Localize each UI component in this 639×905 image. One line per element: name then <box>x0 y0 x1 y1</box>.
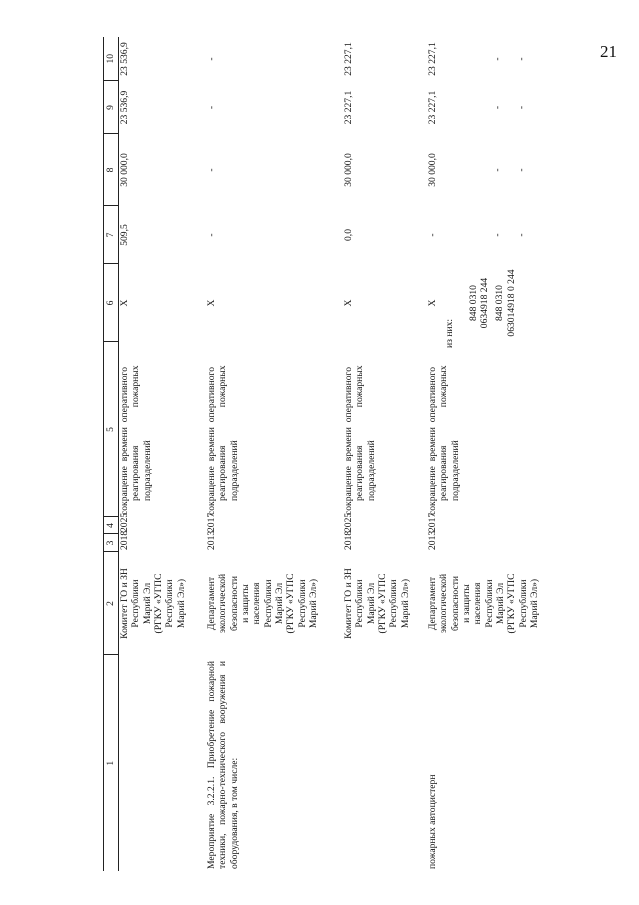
value-cell: 0,0 <box>343 229 354 241</box>
executor-line: и защиты <box>460 584 472 623</box>
value-cell: - <box>206 57 217 61</box>
code-cell <box>425 264 547 348</box>
value: 23 227,1 <box>427 42 438 76</box>
result-cell <box>425 342 547 517</box>
table-row <box>425 37 547 871</box>
executor-line: экологической <box>217 573 229 634</box>
executor-line: Республики <box>296 579 308 628</box>
executor-line: (РГКУ «УГПС <box>152 573 164 634</box>
code-value: Х <box>427 299 438 307</box>
result-line: реагирования пожарных <box>130 365 142 501</box>
result-line: реагирования пожарных <box>354 365 366 501</box>
executor-line: Республики <box>388 579 400 628</box>
measure-cell <box>119 655 205 871</box>
column-header: 1 <box>104 655 119 871</box>
budget-code-line: 0634918 244 <box>478 277 490 329</box>
value-cell: - <box>206 233 217 237</box>
executor-line: безопасности <box>228 575 240 632</box>
page-number: 21 <box>600 42 617 61</box>
executor-line: Марий Эл») <box>175 578 187 629</box>
result-line: сокращение времени оперативного <box>427 367 438 515</box>
result-line: подразделений <box>365 440 377 501</box>
executor-line: Марий Эл <box>494 582 506 625</box>
executor-cell <box>425 552 547 655</box>
end-year-cell: 2017 <box>206 512 217 532</box>
start-year-cell: 2013 <box>206 530 217 550</box>
table-row <box>204 37 341 871</box>
column-header: 10 <box>104 37 119 81</box>
value: - <box>515 168 527 172</box>
column-header: 5 <box>104 342 119 517</box>
executor-line: (РГКУ «УГПС <box>506 573 518 634</box>
value-cell: 23 536,9 <box>119 42 130 76</box>
value: - <box>492 168 504 172</box>
budget-code <box>468 266 491 340</box>
value-cell: 23 536,9 <box>119 90 130 125</box>
executor-line: Марий Эл <box>141 582 153 625</box>
value-cell <box>425 81 547 134</box>
end-year-cell: 2025 <box>343 512 354 532</box>
value-cell <box>425 134 547 206</box>
executor-line: Республики <box>262 579 274 628</box>
column-header: 6 <box>104 264 119 342</box>
executor-line: и защиты <box>239 584 251 623</box>
value-cell: - <box>206 105 217 110</box>
executor-line: (РГКУ «УГПС <box>285 573 297 634</box>
column-number-row <box>104 37 119 871</box>
column-header: 2 <box>104 552 119 655</box>
code-cell: Х <box>206 299 217 307</box>
start-year-cell: 2018 <box>343 530 354 550</box>
value: - <box>427 233 438 237</box>
value: 30 000,0 <box>427 153 438 187</box>
result-line: сокращение времени оперативного <box>343 367 354 515</box>
start-year-cell: 2013 <box>427 530 438 550</box>
executor-line: населения <box>251 582 263 625</box>
value: - <box>492 105 504 110</box>
value-cell <box>425 206 547 264</box>
executor-line: Комитет ГО и ЗН <box>343 568 354 639</box>
code-cell: Х <box>119 299 130 307</box>
end-year-cell: 2017 <box>427 512 438 532</box>
value: 23 227,1 <box>427 90 438 125</box>
executor-cell <box>341 552 425 655</box>
value-cell: 30 000,0 <box>119 153 130 187</box>
value: - <box>492 233 504 237</box>
table-row <box>341 37 425 871</box>
measure-cell <box>341 655 425 871</box>
executor-line: Комитет ГО и ЗН <box>119 568 130 639</box>
executor-line: Департамент <box>427 576 438 631</box>
executor-line: (РГКУ «УГПС <box>376 573 388 634</box>
result-cell <box>341 342 425 517</box>
executor-line: Департамент <box>206 576 217 631</box>
executor-line: безопасности <box>449 575 461 632</box>
value-cell: - <box>206 168 217 172</box>
budget-code-line: 848 0310 <box>494 285 506 321</box>
result-line: реагирования пожарных <box>438 365 450 501</box>
budget-code-line: 848 0310 <box>467 285 479 321</box>
value-cell: 23 227,1 <box>343 90 354 125</box>
result-cell <box>204 342 341 517</box>
end-year-cell: 2025 <box>119 512 130 532</box>
result-line: сокращение времени оперативного <box>206 367 217 515</box>
result-cell <box>119 342 205 517</box>
column-header: 4 <box>104 517 119 534</box>
start-year-cell: 2018 <box>119 530 130 550</box>
result-line: подразделений <box>449 440 461 501</box>
result-line: подразделений <box>141 440 153 501</box>
budget-code-line: 063014918 0 244 <box>505 269 517 337</box>
value: - <box>515 233 527 237</box>
value: - <box>492 57 504 61</box>
executor-line: Марий Эл») <box>307 578 319 629</box>
value-cell <box>425 37 547 81</box>
result-line: сокращение времени оперативного <box>119 367 130 515</box>
executor-line: Марий Эл») <box>399 578 411 629</box>
executor-cell <box>204 552 341 655</box>
program-table <box>103 37 547 871</box>
executor-line: Республики <box>517 579 529 628</box>
value: - <box>515 105 527 110</box>
executor-line: экологической <box>438 573 450 634</box>
column-header: 9 <box>104 81 119 134</box>
measure-cell: пожарных автоцистерн <box>427 774 438 869</box>
table-row <box>119 37 205 871</box>
executor-line: населения <box>472 582 484 625</box>
executor-line: Республики <box>130 579 142 628</box>
executor-line: Республики <box>164 579 176 628</box>
executor-line: Марий Эл <box>273 582 285 625</box>
column-header: 7 <box>104 206 119 264</box>
value: - <box>515 57 527 61</box>
executor-line: Марий Эл <box>365 582 377 625</box>
code-cell: Х <box>343 299 354 307</box>
column-header: 8 <box>104 134 119 206</box>
value-cell: 30 000,0 <box>343 153 354 187</box>
code-subtitle: из них: <box>444 318 456 348</box>
executor-cell <box>119 552 205 655</box>
budget-code <box>494 266 517 340</box>
value-cell: 509,5 <box>119 224 130 246</box>
column-header: 3 <box>104 534 119 552</box>
executor-line: Республики <box>483 579 495 628</box>
result-line: подразделений <box>228 440 240 501</box>
executor-line: Республики <box>354 579 366 628</box>
measure-cell: Мероприятие 3.2.2.1. Приобретение пожарной техники, пожарно-технического вооружения и оборудования, в том числе: <box>206 661 240 869</box>
executor-line: Марий Эл») <box>528 578 540 629</box>
result-line: реагирования пожарных <box>217 365 229 501</box>
value-cell: 23 227,1 <box>343 42 354 76</box>
